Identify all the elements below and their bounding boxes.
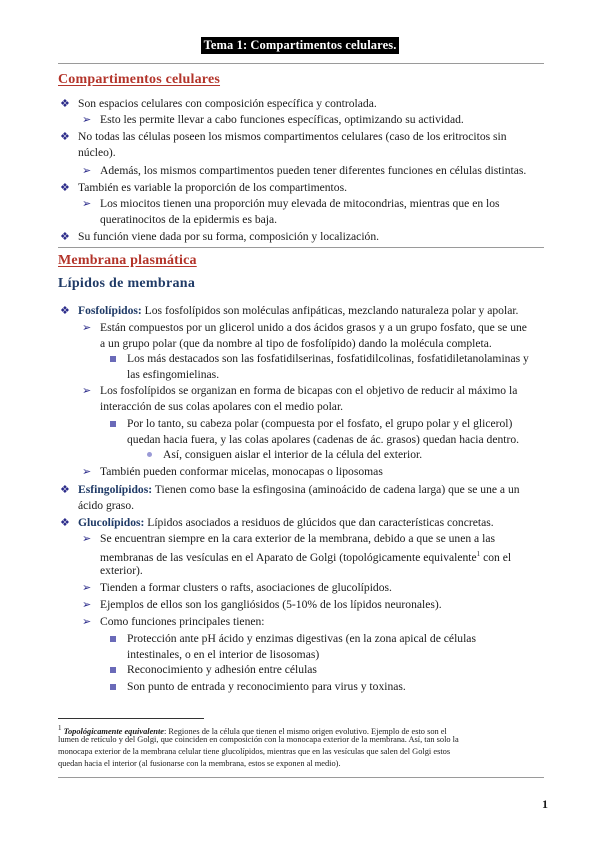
arrow-bullet-icon: ➢ (82, 533, 92, 545)
list-item-cont: las esfingomielinas. (127, 368, 220, 381)
diamond-bullet-icon: ❖ (60, 98, 70, 110)
list-item: No todas las células poseen los mismos compartimentos celulares (caso de los eritrocitos sin (78, 130, 507, 143)
footnote-line: $^1$ Topológicamente equivalente: Regiones de la célula que tienen el mismo origen evolutivo. Ejemplo de esto son el (58, 724, 447, 736)
list-item: Los fosfolípidos se organizan en forma de bicapas con el objetivo de reducir al máximo la (100, 384, 518, 397)
arrow-bullet-icon: ➢ (82, 582, 92, 594)
list-item-cont: ácido graso. (78, 499, 135, 512)
arrow-bullet-icon: ➢ (82, 599, 92, 611)
footnote-marker[interactable]: 1 (476, 550, 481, 558)
arrow-bullet-icon: ➢ (82, 616, 92, 628)
diamond-bullet-icon: ❖ (60, 484, 70, 496)
footnote-rule (58, 718, 204, 719)
square-bullet-icon (110, 684, 116, 690)
page-number: 1 (542, 797, 548, 811)
list-item-cont: membranas de las vesículas en el Aparato de Golgi (topológicamente equivalente$^1$ con el (100, 550, 512, 564)
diamond-bullet-icon: ❖ (60, 182, 70, 194)
list-item: Están compuestos por un glicerol unido a dos ácidos grasos y a un grupo fosfato, que se une (100, 321, 527, 334)
arrow-bullet-icon: ➢ (82, 385, 92, 397)
list-item: Son punto de entrada y reconocimiento para virus y toxinas. (127, 680, 406, 693)
list-item-cont: a un grupo polar (que da nombre al tipo de fosfolípido) dando la molécula completa. (100, 337, 492, 350)
square-bullet-icon (110, 636, 116, 642)
list-item: Así, consiguen aislar el interior de la célula del exterior. (163, 448, 423, 461)
square-bullet-icon (110, 356, 116, 362)
list-item: Se encuentran siempre en la cara exterior de la membrana, debido a que se unen a las (100, 532, 495, 545)
list-item: También pueden conformar micelas, monocapas o liposomas (100, 465, 383, 478)
section-heading-compartimentos: Compartimentos celulares (58, 72, 221, 87)
list-item: Ejemplos de ellos son los gangliósidos (5-10% de los lípidos neuronales). (100, 598, 442, 611)
section-rule (58, 247, 544, 248)
section-heading-membrana: Membrana plasmática (58, 253, 197, 268)
list-item-fosfolipidos: Fosfolípidos: Los fosfolípidos son moléculas anfipáticas, mezclando naturaleza polar y apolar. (78, 304, 519, 317)
diamond-bullet-icon: ❖ (60, 517, 70, 529)
list-item-cont: exterior). (100, 564, 143, 577)
arrow-bullet-icon: ➢ (82, 322, 92, 334)
list-item-esfingolipidos: Esfingolípidos: Tienen como base la esfingosina (aminoácido de cadena larga) que se une a un (78, 483, 520, 496)
diamond-bullet-icon: ❖ (60, 305, 70, 317)
list-item-cont: quedan hacia fuera, y las colas apolares (cadenas de ác. grasos) quedan hacia dentro. (127, 433, 520, 446)
diamond-bullet-icon: ❖ (60, 231, 70, 243)
list-item: Protección ante pH ácido y enzimas digestivas (en la zona apical de células (127, 632, 476, 645)
arrow-bullet-icon: ➢ (82, 114, 92, 126)
list-item: Los más destacados son las fosfatidilserinas, fosfatidilcolinas, fosfatidiletanolaminas y (127, 352, 529, 365)
list-item: Su función viene dada por su forma, composición y localización. (78, 230, 380, 243)
list-item-cont: interacción de sus colas apolares con el medio polar. (100, 400, 344, 413)
list-item: Además, los mismos compartimentos pueden tener diferentes funciones en células distintas. (100, 164, 527, 177)
arrow-bullet-icon: ➢ (82, 198, 92, 210)
document-title: Tema 1: Compartimentos celulares. (0, 36, 600, 54)
square-bullet-icon (110, 667, 116, 673)
list-item: Reconocimiento y adhesión entre células (127, 663, 317, 676)
list-item-cont: intestinales, o en el interior de lisosomas) (127, 648, 320, 661)
list-item: Como funciones principales tienen: (100, 615, 265, 628)
footnote-line: monocapa exterior de la membrana celular tiene glucolípidos, mientras que en las vesículas que salen del Golgi estos (58, 747, 451, 756)
list-item-cont: queratinocitos de la epidermis es baja. (100, 213, 278, 226)
arrow-bullet-icon: ➢ (82, 466, 92, 478)
list-item: Esto les permite llevar a cabo funciones específicas, optimizando su actividad. (100, 113, 464, 126)
list-item: Por lo tanto, su cabeza polar (compuesta por el fosfato, el grupo polar y el glicerol) (127, 417, 513, 430)
list-item-cont: núcleo). (78, 146, 116, 159)
footnote-line: lumen de retículo y del Golgi, que coinciden en composición con la monocapa exterior de la membrana. Así, tan solo la (58, 735, 459, 744)
dot-bullet-icon (147, 452, 152, 457)
list-item: Tienden a formar clusters o rafts, asociaciones de glucolípidos. (100, 581, 392, 594)
list-item: Son espacios celulares con composición específica y controlada. (78, 97, 377, 110)
subheading-lipidos: Lípidos de membrana (58, 276, 196, 291)
list-item: También es variable la proporción de los compartimentos. (78, 181, 347, 194)
square-bullet-icon (110, 421, 116, 427)
arrow-bullet-icon: ➢ (82, 165, 92, 177)
footnote-line: quedan hacia el interior (al fusionarse con la membrana, estos se exponen al medio). (58, 759, 341, 768)
list-item: Los miocitos tienen una proporción muy elevada de mitocondrias, mientras que en los (100, 197, 500, 210)
header-rule (58, 63, 544, 64)
diamond-bullet-icon: ❖ (60, 131, 70, 143)
list-item-glucolipidos: Glucolípidos: Lípidos asociados a residuos de glúcidos que dan características concretas. (78, 516, 494, 529)
footer-rule (58, 777, 544, 778)
